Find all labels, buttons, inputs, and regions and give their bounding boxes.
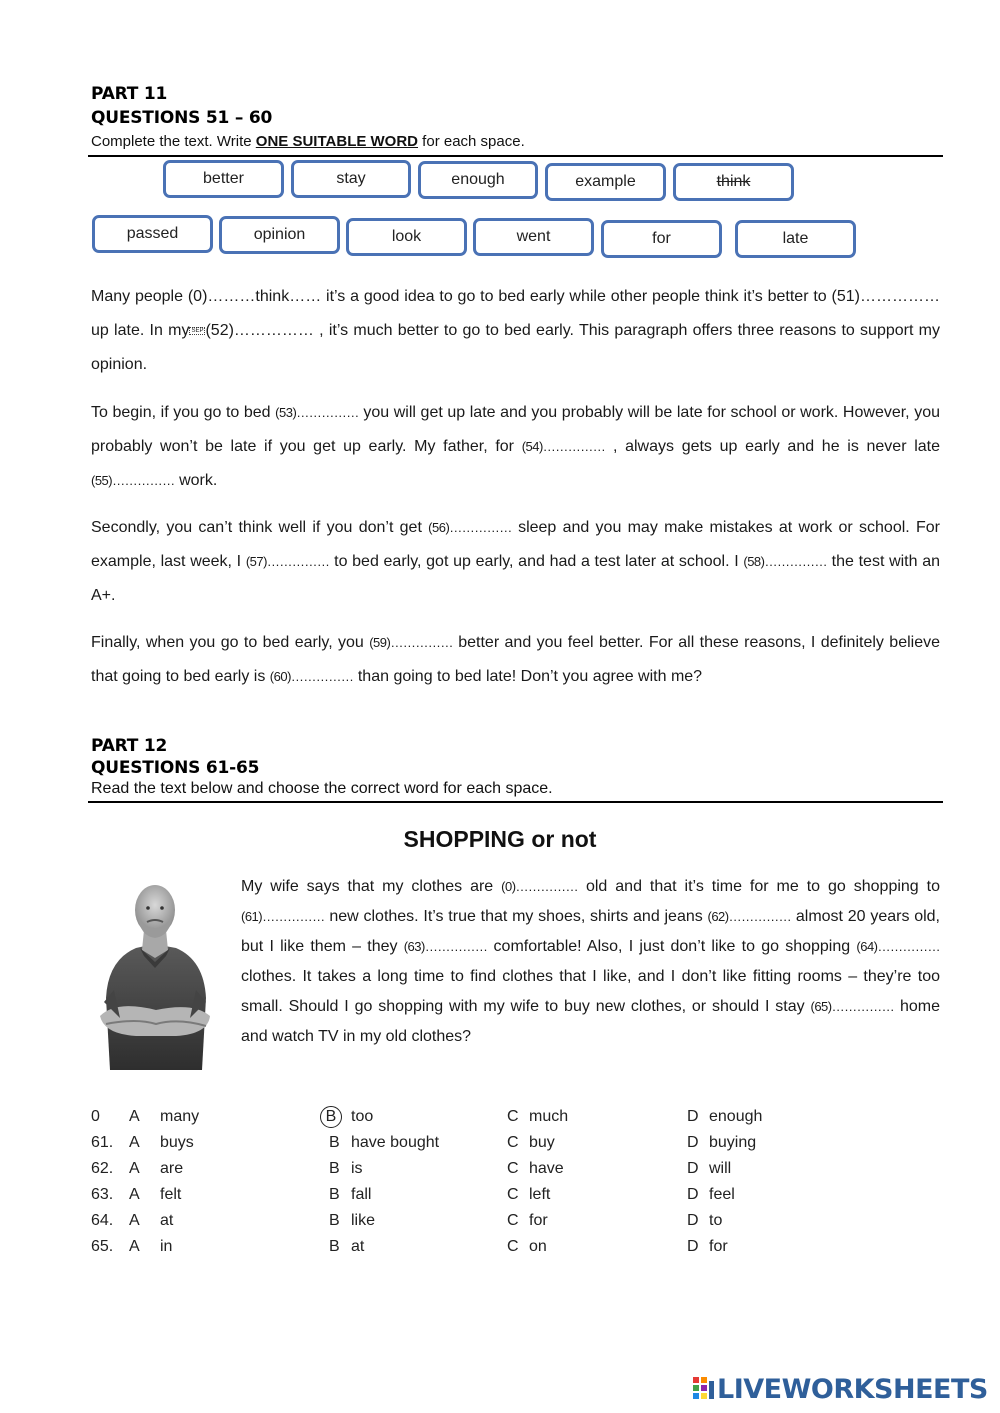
gap-53[interactable]: (53)…………… bbox=[275, 405, 359, 420]
gap-0: (0)…………… bbox=[501, 879, 579, 894]
gap-63[interactable]: (63)…………… bbox=[403, 939, 488, 954]
text: , always gets up early and he is never late bbox=[605, 438, 941, 455]
option-letter: C bbox=[507, 1238, 519, 1255]
liveworksheets-logo-icon bbox=[693, 1377, 715, 1401]
text: Finally, when you go to bed early, you bbox=[91, 634, 370, 651]
text: (52)…………… , it’s much better to go to bed early. This paragraph offers three reasons to support my opinion. bbox=[91, 322, 940, 374]
option-a[interactable]: at bbox=[160, 1212, 174, 1229]
man-photo bbox=[96, 878, 214, 1070]
option-letter: A bbox=[129, 1238, 140, 1255]
option-c[interactable]: left bbox=[529, 1186, 551, 1203]
option-a[interactable]: felt bbox=[160, 1186, 182, 1203]
word-box[interactable]: opinion bbox=[219, 216, 340, 254]
option-d[interactable]: enough bbox=[709, 1108, 763, 1125]
option-letter: C bbox=[507, 1186, 519, 1203]
option-letter: D bbox=[687, 1134, 699, 1151]
option-b[interactable]: too bbox=[351, 1108, 374, 1125]
question-number: 64. bbox=[91, 1212, 114, 1229]
option-a[interactable]: are bbox=[160, 1160, 184, 1177]
word-box[interactable]: for bbox=[601, 220, 722, 258]
text: better and you feel better. For all these reasons, I definitely believe that going to bed early is bbox=[91, 634, 940, 685]
shopping-text bbox=[241, 872, 940, 1052]
word-box[interactable]: stay bbox=[291, 160, 411, 198]
word-box[interactable]: look bbox=[346, 218, 467, 256]
option-row-65 bbox=[91, 1238, 951, 1264]
part11-instruction bbox=[91, 133, 525, 150]
option-a[interactable]: in bbox=[160, 1238, 173, 1255]
instruction-text: for each space. bbox=[418, 133, 525, 150]
liveworksheets-logo[interactable] bbox=[693, 1374, 988, 1404]
option-b[interactable]: is bbox=[351, 1160, 363, 1177]
option-d[interactable]: will bbox=[709, 1160, 732, 1177]
text: Secondly, you can’t think well if you don’t get bbox=[91, 519, 429, 536]
option-letter: A bbox=[129, 1160, 140, 1177]
word-box[interactable]: better bbox=[163, 160, 284, 198]
text: home and watch TV in my old clothes? bbox=[241, 998, 941, 1045]
gap-55[interactable]: (55)…………… bbox=[91, 473, 175, 488]
option-letter: A bbox=[129, 1108, 140, 1125]
option-letter: A bbox=[129, 1186, 140, 1203]
option-letter: B bbox=[329, 1238, 340, 1255]
option-row-62 bbox=[91, 1160, 951, 1186]
gap-54[interactable]: (54)…………… bbox=[521, 439, 606, 454]
gap-59[interactable]: (59)…………… bbox=[369, 635, 453, 650]
question-number: 63. bbox=[91, 1186, 114, 1203]
paragraph-begin bbox=[91, 396, 940, 498]
option-letter: B bbox=[329, 1160, 340, 1177]
question-number: 62. bbox=[91, 1160, 114, 1177]
word-box[interactable]: passed bbox=[92, 215, 213, 253]
option-letter: A bbox=[129, 1134, 140, 1151]
gap-56[interactable]: (56)…………… bbox=[428, 520, 512, 535]
story-title: SHOPPING or not bbox=[403, 826, 597, 852]
option-d[interactable]: to bbox=[709, 1212, 723, 1229]
part12-instruction: Read the text below and choose the correct word for each space. bbox=[91, 780, 553, 797]
text: work. bbox=[174, 472, 218, 489]
paragraph-intro bbox=[91, 280, 940, 382]
option-a[interactable]: many bbox=[160, 1108, 200, 1125]
text: sleep and you may make mistakes at work or school. For example, last week, I bbox=[91, 519, 940, 570]
word-box-used[interactable]: think bbox=[673, 163, 794, 201]
text: you will get up late and you probably will be late for school or work. However, you probably won’t be late if you get up early. My father, for bbox=[91, 404, 941, 455]
divider bbox=[88, 155, 943, 157]
word-box[interactable]: enough bbox=[418, 161, 538, 199]
option-c[interactable]: for bbox=[529, 1212, 548, 1229]
option-letter: D bbox=[687, 1238, 699, 1255]
option-row-63 bbox=[91, 1186, 951, 1212]
question-number: 0 bbox=[91, 1108, 100, 1125]
word-box[interactable]: went bbox=[473, 218, 594, 256]
text: clothes. It takes a long time to find clothes that I like, and I don’t like fitting rooms – they’re too small. Should I go shopping with my wife to buy new clothes, or should I stay bbox=[241, 968, 940, 1015]
word-box[interactable]: late bbox=[735, 220, 856, 258]
option-d[interactable]: buying bbox=[709, 1134, 757, 1151]
option-row-0 bbox=[91, 1108, 951, 1134]
option-letter: A bbox=[129, 1212, 140, 1229]
gap-57[interactable]: (57)…………… bbox=[245, 554, 330, 569]
word-box[interactable]: example bbox=[545, 163, 666, 201]
option-c[interactable]: have bbox=[529, 1160, 564, 1177]
logo-text: LIVEWORKSHEETS bbox=[717, 1373, 988, 1405]
divider bbox=[88, 801, 943, 803]
sep-glyph: SEP bbox=[191, 328, 204, 334]
option-letter: D bbox=[687, 1160, 699, 1177]
paragraph-finally bbox=[91, 626, 940, 694]
question-number: 61. bbox=[91, 1134, 114, 1151]
option-d[interactable]: feel bbox=[709, 1186, 735, 1203]
option-c[interactable]: on bbox=[529, 1238, 547, 1255]
option-d[interactable]: for bbox=[709, 1238, 728, 1255]
paragraph-secondly bbox=[91, 511, 940, 613]
text: to bed early, got up early, and had a test later at school. I bbox=[329, 553, 744, 570]
option-letter: B bbox=[329, 1212, 340, 1229]
option-letter-circled: B bbox=[320, 1106, 342, 1128]
text: comfortable! Also, I just don’t like to go shopping bbox=[487, 938, 857, 955]
gap-62[interactable]: (62)…………… bbox=[707, 909, 792, 924]
part11-questions: QUESTIONS 51 – 60 bbox=[91, 108, 273, 128]
option-letter: C bbox=[507, 1160, 519, 1177]
gap-60[interactable]: (60)…………… bbox=[269, 669, 354, 684]
gap-61[interactable]: (61)…………… bbox=[241, 909, 325, 924]
option-b[interactable]: at bbox=[351, 1238, 365, 1255]
option-letter: D bbox=[687, 1186, 699, 1203]
option-b[interactable]: have bought bbox=[351, 1134, 440, 1151]
option-letter: D bbox=[687, 1212, 699, 1229]
option-b[interactable]: fall bbox=[351, 1186, 372, 1203]
option-letter: C bbox=[507, 1212, 519, 1229]
option-row-64 bbox=[91, 1212, 951, 1238]
option-letter: D bbox=[687, 1108, 699, 1125]
text: than going to bed late! Don’t you agree with me? bbox=[353, 668, 703, 685]
text: new clothes. It’s true that my shoes, shirts and jeans bbox=[324, 908, 708, 925]
question-number: 65. bbox=[91, 1238, 114, 1255]
man-photo-illustration bbox=[96, 878, 214, 1070]
option-a[interactable]: buys bbox=[160, 1134, 194, 1151]
option-letter: C bbox=[507, 1108, 519, 1125]
part11-heading: PART 11 bbox=[91, 84, 168, 104]
text: almost 20 years old, but I like them – they bbox=[241, 908, 940, 955]
option-row-61 bbox=[91, 1134, 951, 1160]
option-letter: B bbox=[329, 1186, 340, 1203]
text: the test with an A+. bbox=[91, 553, 941, 604]
text: My wife says that my clothes are bbox=[241, 878, 502, 895]
instruction-emphasis: ONE SUITABLE WORD bbox=[255, 133, 419, 150]
option-b[interactable]: like bbox=[351, 1212, 376, 1229]
text: To begin, if you go to bed bbox=[91, 404, 276, 421]
text: up late. In my bbox=[91, 322, 190, 340]
gap-65[interactable]: (65)…………… bbox=[810, 999, 895, 1014]
instruction-text: Complete the text. Write bbox=[91, 133, 256, 150]
gap-58[interactable]: (58)…………… bbox=[743, 554, 827, 569]
option-c[interactable]: buy bbox=[529, 1134, 555, 1151]
option-letter: C bbox=[507, 1134, 519, 1151]
option-letter: B bbox=[329, 1134, 340, 1151]
part12-questions: QUESTIONS 61-65 bbox=[91, 758, 260, 778]
text: Many people (0)………think…… it’s a good idea to go to bed early while other people think it’s better to (51)…………… bbox=[91, 288, 940, 305]
gap-64[interactable]: (64)…………… bbox=[856, 939, 941, 954]
text: old and that it’s time for me to go shopping to bbox=[578, 878, 940, 895]
option-c[interactable]: much bbox=[529, 1108, 569, 1125]
part12-heading: PART 12 bbox=[91, 736, 168, 756]
